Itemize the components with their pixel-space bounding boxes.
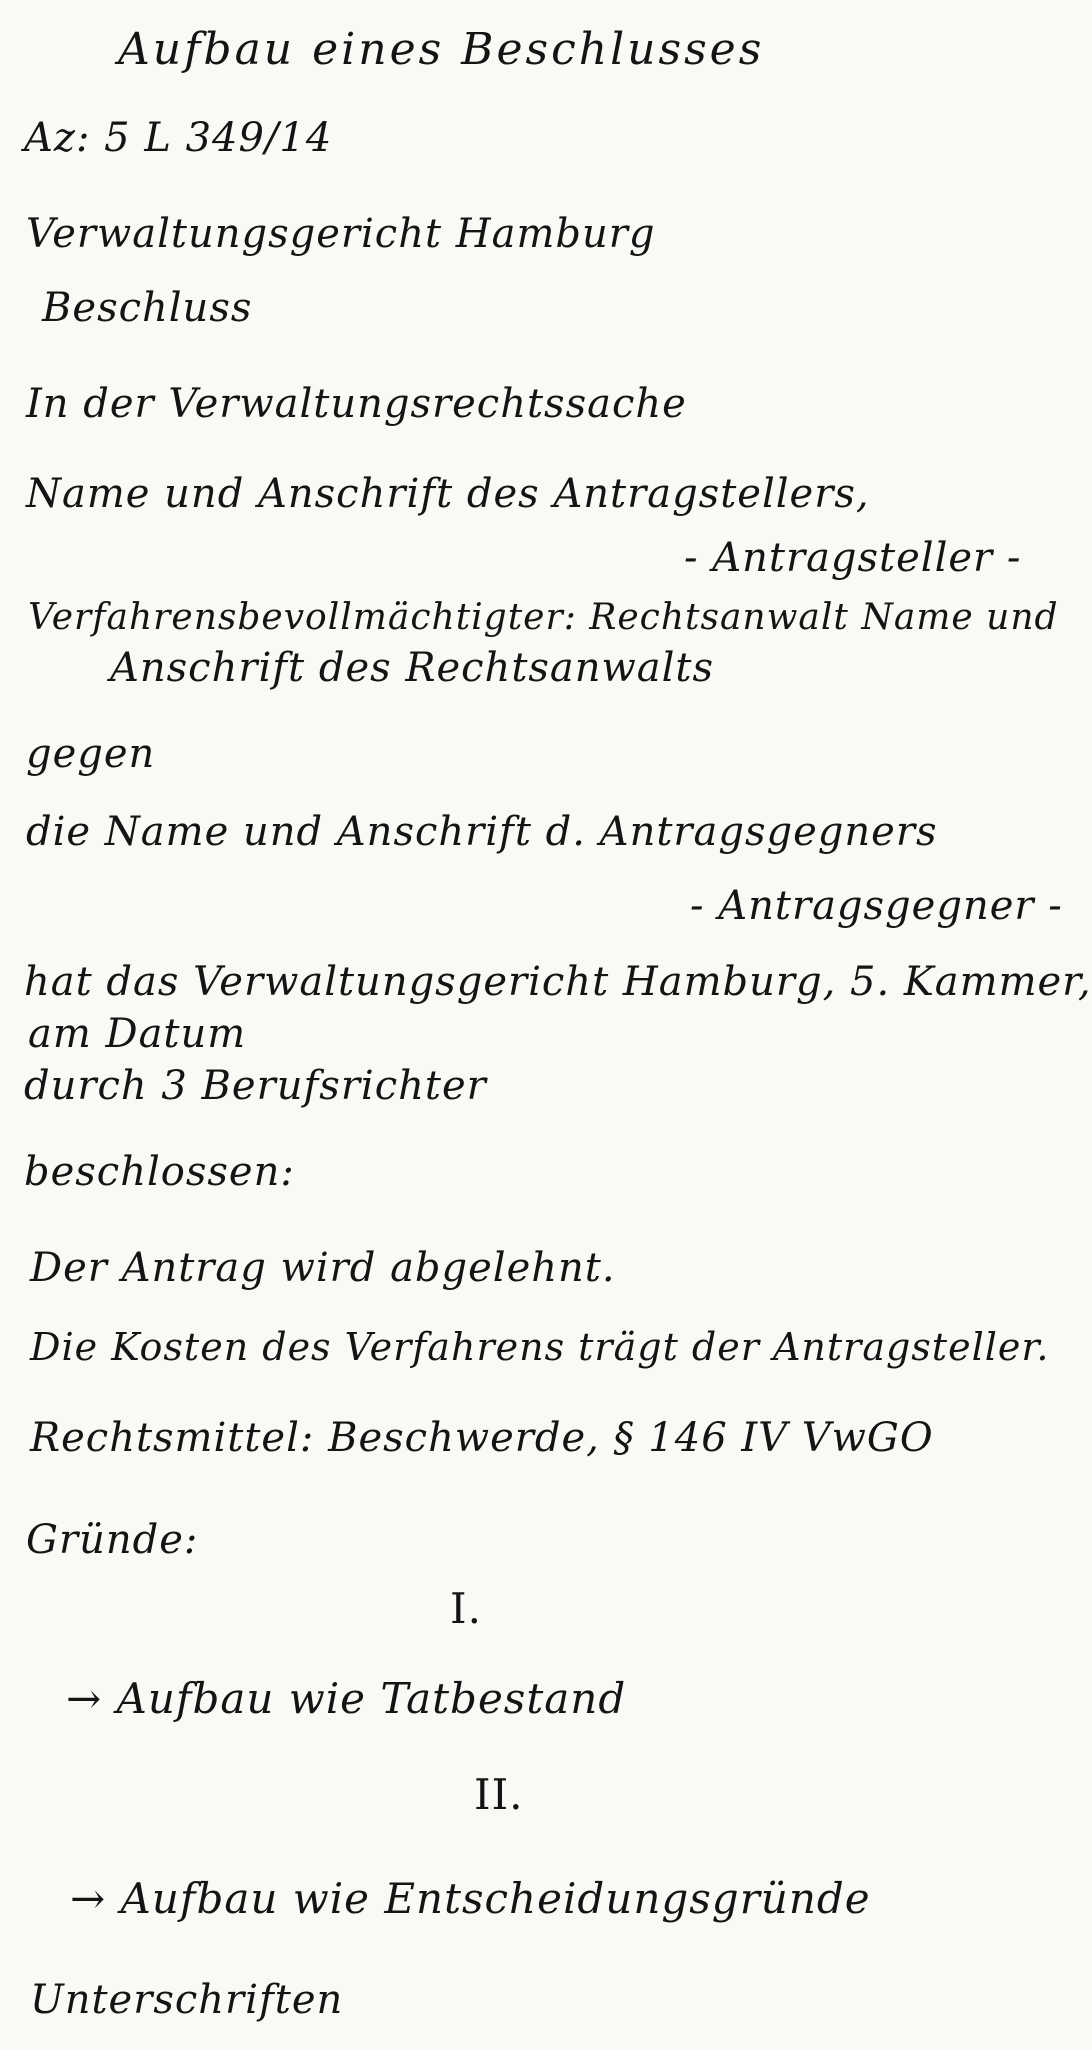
decided-label: beschlossen: bbox=[24, 1149, 295, 1195]
decided-line-2: am Datum bbox=[28, 1011, 247, 1057]
aktenzeichen: Az: 5 L 349/14 bbox=[24, 115, 333, 161]
intro-line: In der Verwaltungsrechtssache bbox=[26, 381, 687, 427]
applicant-line: Name und Anschrift des Antragstellers, bbox=[26, 471, 870, 517]
counsel-line-1: Verfahrensbevollmächtigter: Rechtsanwalt Name und bbox=[28, 597, 1059, 638]
respondent-role: - Antragsgegner - bbox=[690, 883, 1063, 929]
part-two-numeral: II. bbox=[474, 1770, 524, 1819]
remedy-line: Rechtsmittel: Beschwerde, § 146 IV VwGO bbox=[30, 1415, 934, 1461]
reasons-heading: Gründe: bbox=[26, 1517, 199, 1563]
tenor-costs: Die Kosten des Verfahrens trägt der Antragsteller. bbox=[30, 1325, 1050, 1369]
against-line: gegen bbox=[26, 731, 156, 777]
decided-line-3: durch 3 Berufsrichter bbox=[24, 1063, 487, 1109]
respondent-line: die Name und Anschrift d. Antragsgegners bbox=[26, 809, 938, 855]
document-type: Beschluss bbox=[42, 285, 253, 331]
tenor-main: Der Antrag wird abgelehnt. bbox=[30, 1245, 616, 1291]
part-one-note: → Aufbau wie Tatbestand bbox=[66, 1674, 627, 1723]
decided-line-1: hat das Verwaltungsgericht Hamburg, 5. Kammer, bbox=[24, 959, 1092, 1005]
court-name: Verwaltungsgericht Hamburg bbox=[26, 211, 656, 257]
part-two-note: → Aufbau wie Entscheidungsgründe bbox=[70, 1874, 871, 1923]
document-title: Aufbau eines Beschlusses bbox=[118, 24, 765, 75]
applicant-role: - Antragsteller - bbox=[684, 535, 1022, 581]
part-one-numeral: I. bbox=[450, 1584, 482, 1633]
signatures-line: Unterschriften bbox=[30, 1977, 344, 2023]
counsel-line-2: Anschrift des Rechtsanwalts bbox=[110, 645, 715, 691]
